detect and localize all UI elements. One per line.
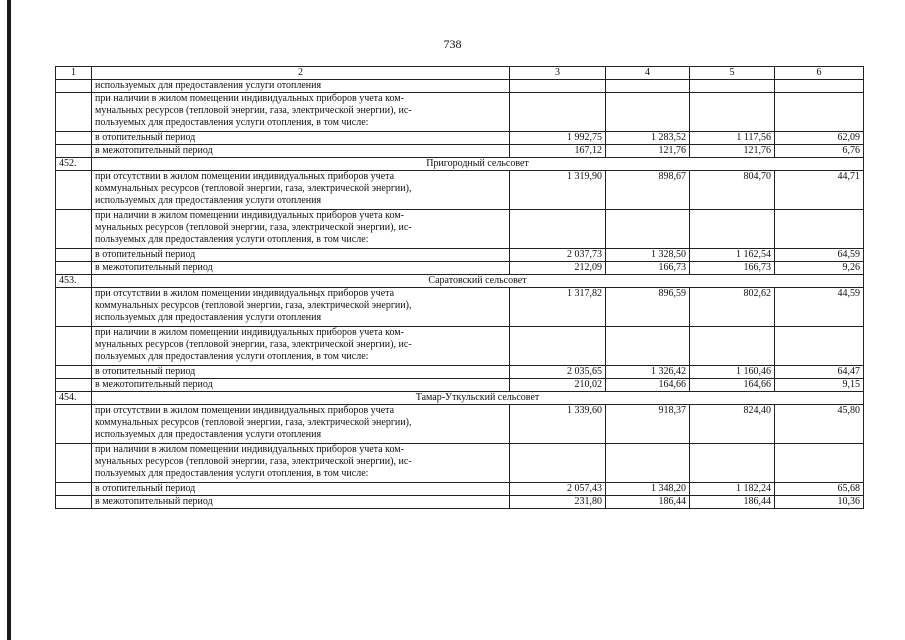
value-col-4	[606, 444, 690, 483]
row-number	[56, 210, 92, 249]
row-number	[56, 496, 92, 509]
row-description: в отопительный период	[92, 249, 510, 262]
value-col-3: 1 317,82	[510, 288, 606, 327]
page-number: 738	[443, 37, 462, 51]
value-col-4: 166,73	[606, 262, 690, 275]
row-number	[56, 483, 92, 496]
row-number	[56, 132, 92, 145]
table-row	[56, 171, 864, 210]
settlement-name: Пригородный сельсовет	[92, 158, 864, 171]
value-col-3	[510, 80, 606, 93]
value-col-5: 1 117,56	[690, 132, 775, 145]
value-col-5: 164,66	[690, 379, 775, 392]
table-row	[56, 496, 864, 509]
value-col-6	[775, 327, 864, 366]
settlement-row	[56, 275, 864, 288]
column-header: 6	[775, 67, 864, 80]
value-col-5: 1 162,54	[690, 249, 775, 262]
value-col-5: 824,40	[690, 405, 775, 444]
value-col-5: 121,76	[690, 145, 775, 158]
table-row	[56, 93, 864, 132]
value-col-5: 1 160,46	[690, 366, 775, 379]
value-col-3: 210,02	[510, 379, 606, 392]
table-row	[56, 366, 864, 379]
value-col-4: 1 326,42	[606, 366, 690, 379]
value-col-6: 64,59	[775, 249, 864, 262]
table-row	[56, 444, 864, 483]
settlement-row	[56, 158, 864, 171]
table-row	[56, 262, 864, 275]
value-col-3: 1 992,75	[510, 132, 606, 145]
table-row	[56, 405, 864, 444]
value-col-6: 10,36	[775, 496, 864, 509]
table-row	[56, 327, 864, 366]
row-description: при наличии в жилом помещении индивидуальных приборов учета ком- мунальных ресурсов (тепловой энергии, газа, электрической энергии), ис- пользуемых для предоставления услуги отопления, в том числе:	[92, 444, 510, 483]
value-col-5	[690, 444, 775, 483]
tariff-table	[55, 66, 864, 509]
value-col-4: 164,66	[606, 379, 690, 392]
row-number	[56, 93, 92, 132]
value-col-4	[606, 210, 690, 249]
value-col-4: 1 348,20	[606, 483, 690, 496]
row-description: при отсутствии в жилом помещении индивидуальных приборов учета коммунальных ресурсов (тепловой энергии, газа, электрической энергии), используемых для предоставления услуги отопления	[92, 171, 510, 210]
row-number	[56, 262, 92, 275]
value-col-6: 6,76	[775, 145, 864, 158]
table-row	[56, 132, 864, 145]
value-col-3	[510, 444, 606, 483]
column-header: 3	[510, 67, 606, 80]
row-number	[56, 171, 92, 210]
value-col-5: 186,44	[690, 496, 775, 509]
value-col-5	[690, 210, 775, 249]
row-number: 452.	[56, 158, 92, 171]
table-row	[56, 145, 864, 158]
value-col-3: 1 339,60	[510, 405, 606, 444]
table-row	[56, 288, 864, 327]
table-row	[56, 210, 864, 249]
settlement-name: Тамар-Уткульский сельсовет	[92, 392, 864, 405]
row-description: в межотопительный период	[92, 262, 510, 275]
row-number	[56, 379, 92, 392]
row-number: 453.	[56, 275, 92, 288]
value-col-6: 44,59	[775, 288, 864, 327]
value-col-3	[510, 327, 606, 366]
row-description: при наличии в жилом помещении индивидуальных приборов учета ком- мунальных ресурсов (тепловой энергии, газа, электрической энергии), ис- пользуемых для предоставления услуги отопления, в том числе:	[92, 93, 510, 132]
value-col-6	[775, 80, 864, 93]
value-col-4	[606, 93, 690, 132]
row-number	[56, 288, 92, 327]
value-col-5: 804,70	[690, 171, 775, 210]
value-col-3	[510, 93, 606, 132]
value-col-4: 918,37	[606, 405, 690, 444]
value-col-6: 62,09	[775, 132, 864, 145]
row-description: в отопительный период	[92, 366, 510, 379]
table-row	[56, 483, 864, 496]
value-col-6: 45,80	[775, 405, 864, 444]
row-number	[56, 444, 92, 483]
row-number	[56, 327, 92, 366]
value-col-6	[775, 210, 864, 249]
row-description: при наличии в жилом помещении индивидуальных приборов учета ком- мунальных ресурсов (тепловой энергии, газа, электрической энергии), ис- пользуемых для предоставления услуги отопления, в том числе:	[92, 327, 510, 366]
row-number	[56, 366, 92, 379]
value-col-4: 896,59	[606, 288, 690, 327]
column-header: 1	[56, 67, 92, 80]
value-col-4: 1 328,50	[606, 249, 690, 262]
table-row	[56, 249, 864, 262]
row-description: при отсутствии в жилом помещении индивидуальных приборов учета коммунальных ресурсов (тепловой энергии, газа, электрической энергии), используемых для предоставления услуги отопления	[92, 405, 510, 444]
value-col-6	[775, 93, 864, 132]
column-header: 2	[92, 67, 510, 80]
row-description: при наличии в жилом помещении индивидуальных приборов учета ком- мунальных ресурсов (тепловой энергии, газа, электрической энергии), ис- пользуемых для предоставления услуги отопления, в том числе:	[92, 210, 510, 249]
value-col-5: 1 182,24	[690, 483, 775, 496]
value-col-4	[606, 80, 690, 93]
value-col-3: 1 319,90	[510, 171, 606, 210]
value-col-4: 186,44	[606, 496, 690, 509]
row-number	[56, 145, 92, 158]
value-col-4	[606, 327, 690, 366]
value-col-6: 44,71	[775, 171, 864, 210]
value-col-5: 166,73	[690, 262, 775, 275]
settlement-name: Саратовский сельсовет	[92, 275, 864, 288]
row-description: в межотопительный период	[92, 145, 510, 158]
value-col-4: 121,76	[606, 145, 690, 158]
row-description: в межотопительный период	[92, 496, 510, 509]
value-col-3: 231,80	[510, 496, 606, 509]
table-body	[56, 80, 864, 509]
value-col-3: 212,09	[510, 262, 606, 275]
value-col-6: 9,26	[775, 262, 864, 275]
value-col-3: 2 057,43	[510, 483, 606, 496]
scan-edge-bar	[7, 0, 11, 640]
value-col-3: 2 035,65	[510, 366, 606, 379]
value-col-6: 9,15	[775, 379, 864, 392]
value-col-6: 64,47	[775, 366, 864, 379]
row-number	[56, 249, 92, 262]
row-number	[56, 405, 92, 444]
settlement-row	[56, 392, 864, 405]
value-col-6	[775, 444, 864, 483]
value-col-5	[690, 327, 775, 366]
row-description: в отопительный период	[92, 483, 510, 496]
value-col-4: 1 283,52	[606, 132, 690, 145]
table-row	[56, 80, 864, 93]
value-col-6: 65,68	[775, 483, 864, 496]
value-col-5	[690, 93, 775, 132]
value-col-5: 802,62	[690, 288, 775, 327]
value-col-3	[510, 210, 606, 249]
column-header: 4	[606, 67, 690, 80]
value-col-5	[690, 80, 775, 93]
row-description: при отсутствии в жилом помещении индивидуальных приборов учета коммунальных ресурсов (тепловой энергии, газа, электрической энергии), используемых для предоставления услуги отопления	[92, 288, 510, 327]
row-description: в отопительный период	[92, 132, 510, 145]
table-row	[56, 379, 864, 392]
value-col-3: 167,12	[510, 145, 606, 158]
column-header: 5	[690, 67, 775, 80]
row-number	[56, 80, 92, 93]
value-col-4: 898,67	[606, 171, 690, 210]
row-description: в межотопительный период	[92, 379, 510, 392]
row-number: 454.	[56, 392, 92, 405]
column-number-row	[56, 67, 864, 80]
row-description: используемых для предоставления услуги отопления	[92, 80, 510, 93]
value-col-3: 2 037,73	[510, 249, 606, 262]
